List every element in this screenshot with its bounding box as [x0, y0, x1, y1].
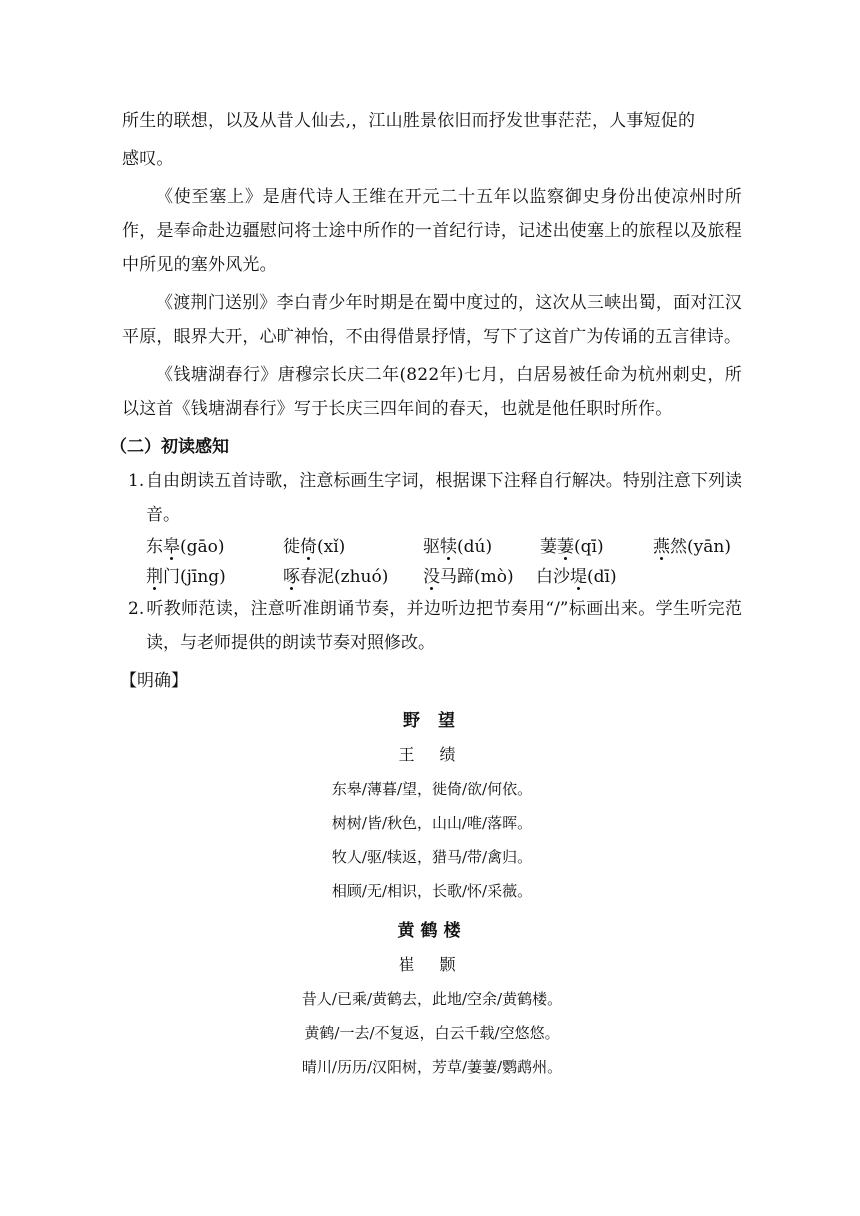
- poem-author: 王 绩: [398, 745, 466, 764]
- poem-title: 黄鹤楼: [397, 921, 467, 941]
- paragraph-line: 感叹。: [122, 149, 174, 169]
- pronunciation-item: 荆门(jīng): [146, 567, 226, 587]
- emphasis-dot-char: 皋: [163, 537, 180, 557]
- emphasis-dot-char: 荆: [146, 567, 163, 587]
- list-item-2: [122, 592, 742, 660]
- emphasis-dot-char: 没: [423, 567, 440, 587]
- pronunciation-row: [122, 532, 742, 562]
- paragraph-qiantanghu: 《钱塘湖春行》唐穆宗长庆二年(822年)七月，白居易被任命为杭州刺史，所以这首《钱塘湖春行》写于长庆三四年间的春天，也就是他任职时所作。: [122, 365, 742, 419]
- poem-author: 崔 颢: [398, 955, 466, 974]
- emphasis-dot-char: 啄: [283, 567, 300, 587]
- poem-huanghelou: [122, 914, 742, 1084]
- document-content: [110, 104, 742, 1084]
- emphasis-dot-char: 萋: [557, 537, 574, 557]
- emphasis-dot-char: 燕: [653, 537, 670, 557]
- pronunciation-item: 白沙堤(dī): [536, 567, 617, 587]
- poem-line: 牧人/驱/犊返，猎马/带/禽归。: [331, 848, 533, 866]
- poem-yewang: [122, 704, 742, 908]
- poem-line: 相顾/无/相识，长歌/怀/采薇。: [331, 882, 533, 900]
- pronunciation-item: 徙倚(xǐ): [283, 537, 346, 557]
- list-number: 2.: [128, 599, 145, 619]
- list-item-1: [122, 464, 742, 532]
- list-item-text: 自由朗读五首诗歌，注意标画生字词，根据课下注释自行解决。特别注意下列读音。: [146, 471, 742, 525]
- poem-title: 野 望: [403, 711, 461, 731]
- pronunciation-item: 东皋(gāo): [146, 537, 225, 557]
- poem-line: 东皋/薄暮/望，徙倚/欲/何依。: [331, 780, 533, 798]
- paragraph-line: 所生的联想，以及从昔人仙去,，江山胜景依旧而抒发世事茫茫，人事短促的: [122, 111, 696, 131]
- answer-label: 【明确】: [120, 671, 188, 691]
- list-item-text: 听教师范读，注意听准朗诵节奏，并边听边把节奏用“/”标画出来。学生听完范读，与老师提供的朗读节奏对照修改。: [146, 599, 742, 653]
- list-number: 1.: [128, 471, 145, 491]
- pronunciation-item: 啄春泥(zhuó): [283, 567, 389, 587]
- pronunciation-row: [122, 562, 742, 592]
- section-heading: （二）初读感知: [110, 437, 229, 457]
- paragraph-shizhisaishang: 《使至塞上》是唐代诗人王维在开元二十五年以监察御史身份出使凉州时所作，是奉命赴边疆慰问将士途中所作的一首纪行诗，记述出使塞上的旅程以及旅程中所见的塞外风光。: [122, 187, 742, 275]
- poem-line: 树树/皆/秋色，山山/唯/落晖。: [331, 814, 533, 832]
- pronunciation-item: 没马蹄(mò): [423, 567, 514, 587]
- emphasis-dot-char: 堤: [570, 567, 587, 587]
- emphasis-dot-char: 倚: [300, 537, 317, 557]
- pronunciation-item: 燕然(yān): [653, 537, 731, 557]
- emphasis-dot-char: 犊: [440, 537, 457, 557]
- pronunciation-item: 驱犊(dú): [423, 537, 493, 557]
- poem-line: 晴川/历历/汉阳树，芳草/萋萋/鹦鹉州。: [301, 1058, 563, 1076]
- pronunciation-item: 萋萋(qī): [540, 537, 604, 557]
- poem-line: 昔人/已乘/黄鹤去，此地/空余/黄鹤楼。: [301, 990, 563, 1008]
- paragraph-dujingmen: 《渡荆门送别》李白青少年时期是在蜀中度过的，这次从三峡出蜀，面对江汉平原，眼界大开，心旷神怡，不由得借景抒情，写下了这首广为传诵的五言律诗。: [122, 293, 742, 347]
- poem-line: 黄鹤/一去/不复返，白云千载/空悠悠。: [304, 1024, 560, 1042]
